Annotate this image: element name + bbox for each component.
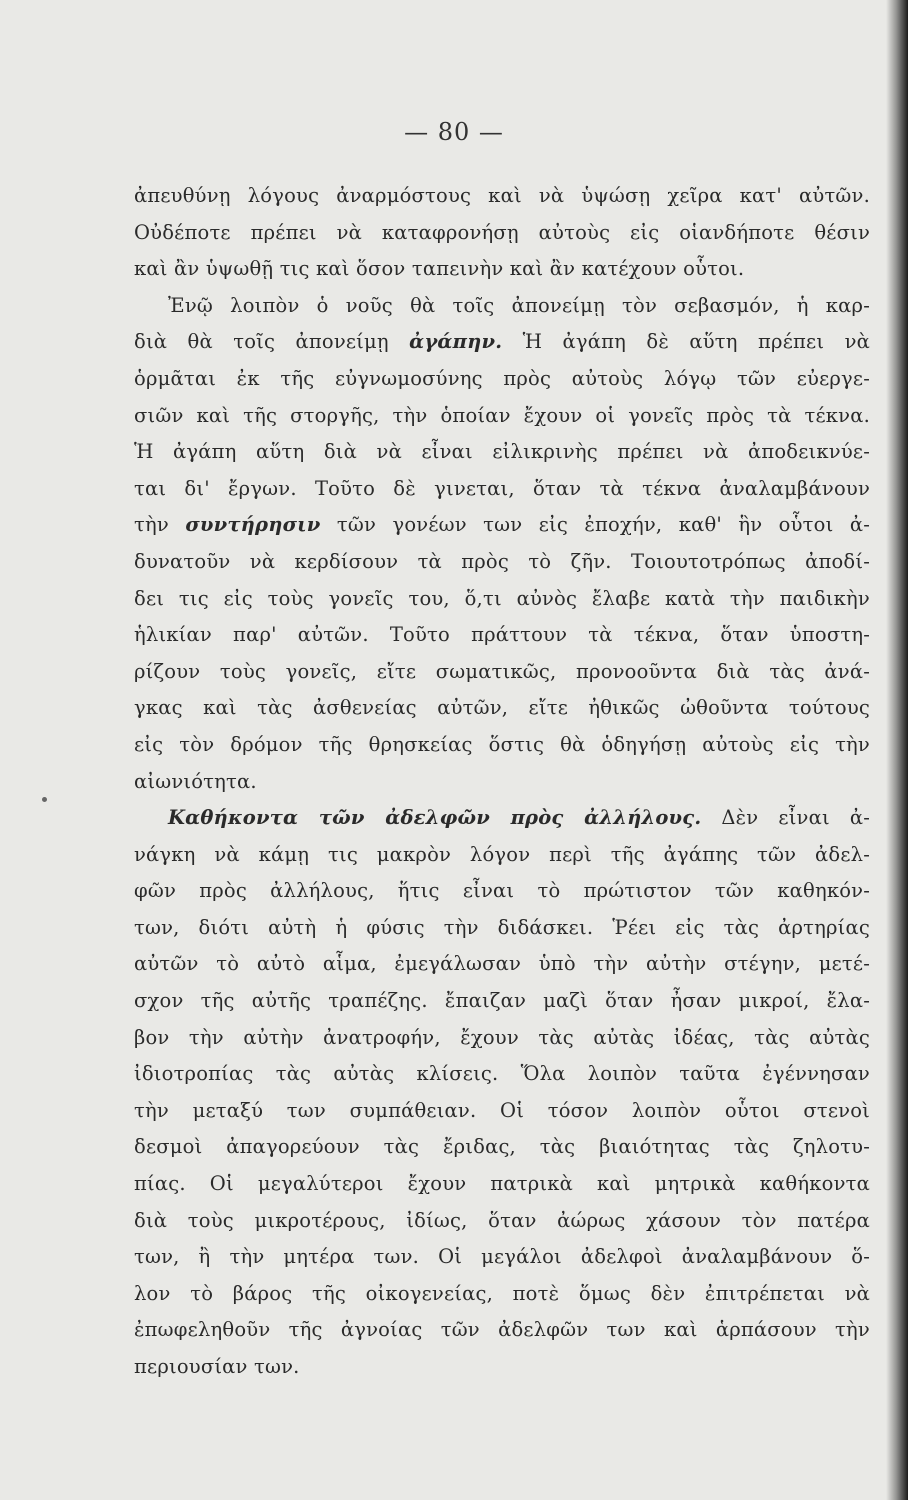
- text-line: [134, 1203, 870, 1240]
- text-line: [134, 617, 870, 654]
- text-run: τὴν: [134, 513, 186, 537]
- text-run: νάγκη νὰ κάμῃ τις μακρὸν λόγον περὶ τῆς ἀγάπης τῶν ἀδελ-: [134, 842, 870, 866]
- text-run: τὴν μεταξύ των συμπάθειαν. Οἱ τόσον λοιπὸν οὗτοι στενοὶ: [134, 1098, 870, 1122]
- text-line: [134, 1166, 870, 1203]
- text-run: αἰωνιότητα.: [134, 769, 257, 793]
- text-line: [134, 324, 870, 361]
- text-run: σιῶν καὶ τῆς στοργῆς, τὴν ὁποίαν ἔχουν οἱ γονεῖς πρὸς τὰ τέκνα.: [134, 403, 870, 427]
- text-line: [134, 288, 870, 325]
- text-line: [134, 507, 870, 544]
- text-run: ἐπωφεληθοῦν τῆς ἀγνοίας τῶν ἀδελφῶν των καὶ ἁρπάσουν τὴν: [134, 1318, 870, 1342]
- text-line: [134, 837, 870, 874]
- text-run: ρίζουν τοὺς γονεῖς, εἴτε σωματικῶς, προνοοῦντα διὰ τὰς ἀνά-: [134, 659, 870, 683]
- text-run: σχον τῆς αὐτῆς τραπέζης. ἔπαιζαν μαζὶ ὅταν ἦσαν μικροί, ἔλα-: [134, 989, 870, 1013]
- text-line: [134, 690, 870, 727]
- text-run: διὰ θὰ τοῖς ἀπονείμῃ: [134, 330, 410, 354]
- text-line: [134, 1276, 870, 1313]
- text-run: Ἡ ἀγάπη δὲ αὕτη πρέπει νὰ: [502, 330, 870, 354]
- text-run: Οὐδέποτε πρέπει νὰ καταφρονήσῃ αὐτοὺς εἰς οἱανδήποτε θέσιν: [134, 220, 870, 244]
- text-run: ἰδιοτροπίας τὰς αὐτὰς κλίσεις. Ὅλα λοιπὸν ταῦτα ἐγέννησαν: [134, 1062, 870, 1086]
- text-run: ἡλικίαν παρ' αὐτῶν. Τοῦτο πράττουν τὰ τέκνα, ὅταν ὑποστη-: [134, 623, 870, 647]
- text-line: [134, 1349, 870, 1386]
- text-line: [134, 764, 870, 801]
- text-run: περιουσίαν των.: [134, 1355, 300, 1378]
- text-run: δυνατοῦν νὰ κερδίσουν τὰ πρὸς τὸ ζῆν. Τοιουτοτρόπως ἀποδί-: [134, 549, 870, 573]
- text-line: [134, 800, 870, 837]
- text-line: [134, 361, 870, 398]
- text-run: τῶν γονέων των εἰς ἐποχήν, καθ' ἣν οὗτοι ἀ-: [320, 513, 870, 537]
- text-line: [134, 1129, 870, 1166]
- text-line: [134, 178, 870, 215]
- text-line: [134, 471, 870, 508]
- text-run: βον τὴν αὐτὴν ἀνατροφήν, ἔχουν τὰς αὐτὰς ἰδέας, τὰς αὐτὰς: [134, 1025, 870, 1049]
- text-line: [134, 910, 870, 947]
- text-run: φῶν πρὸς ἀλλήλους, ἥτις εἶναι τὸ πρώτιστον τῶν καθηκόν-: [134, 879, 870, 903]
- margin-mark: [42, 797, 47, 802]
- emphasized-text: συντήρησιν: [185, 513, 321, 537]
- text-line: [134, 727, 870, 764]
- text-run: λον τὸ βάρος τῆς οἰκογενείας, ποτὲ ὅμως δὲν ἐπιτρέπεται νὰ: [134, 1281, 870, 1305]
- text-line: [134, 398, 870, 435]
- text-run: πίας. Οἱ μεγαλύτεροι ἔχουν πατρικὰ καὶ μητρικὰ καθήκοντα: [134, 1172, 870, 1196]
- text-line: [134, 1093, 870, 1130]
- text-line: [134, 544, 870, 581]
- text-line: [134, 654, 870, 691]
- text-line: [134, 983, 870, 1020]
- text-line: [134, 1020, 870, 1057]
- text-line: [134, 434, 870, 471]
- page-number: — 80 —: [404, 118, 504, 146]
- body-text: [134, 178, 870, 1386]
- text-line: [134, 873, 870, 910]
- text-run: των, διότι αὐτὴ ἡ φύσις τὴν διδάσκει. Ῥέει εἰς τὰς ἀρτηρίας: [134, 915, 870, 939]
- text-line: [134, 581, 870, 618]
- text-run: δει τις εἰς τοὺς γονεῖς του, ὅ,τι αὐνὸς ἔλαβε κατὰ τὴν παιδικὴν: [134, 586, 870, 610]
- text-line: [134, 946, 870, 983]
- text-run: ται δι' ἔργων. Τοῦτο δὲ γινεται, ὅταν τὰ τέκνα ἀναλαμβάνουν: [134, 476, 870, 500]
- text-run: ὁρμᾶται ἐκ τῆς εὐγνωμοσύνης πρὸς αὐτοὺς λόγῳ τῶν εὐεργε-: [134, 366, 870, 390]
- emphasized-text: ἀγάπην.: [409, 330, 503, 354]
- text-run: δεσμοὶ ἀπαγορεύουν τὰς ἔριδας, τὰς βιαιότητας τὰς ζηλοτυ-: [134, 1135, 870, 1159]
- text-run: Ἐνῷ λοιπὸν ὁ νοῦς θὰ τοῖς ἀπονείμῃ τὸν σεβασμόν, ἡ καρ-: [168, 293, 870, 317]
- text-line: [134, 1056, 870, 1093]
- text-run: γκας καὶ τὰς ἀσθενείας αὐτῶν, εἴτε ἠθικῶς ὠθοῦντα τούτους: [134, 696, 870, 720]
- page-edge-shadow: [886, 0, 908, 1500]
- text-run: των, ἢ τὴν μητέρα των. Οἱ μεγάλοι ἀδελφοὶ ἀναλαμβάνουν ὅ-: [134, 1245, 870, 1269]
- text-run: καὶ ἂν ὑψωθῇ τις καὶ ὅσον ταπεινὴν καὶ ἂν κατέχουν οὗτοι.: [134, 257, 745, 281]
- text-run: Ἡ ἀγάπη αὕτη διὰ νὰ εἶναι εἰλικρινὴς πρέπει νὰ ἀποδεικνύε-: [134, 440, 870, 464]
- text-line: [134, 1239, 870, 1276]
- text-run: αὐτῶν τὸ αὐτὸ αἷμα, ἐμεγάλωσαν ὑπὸ τὴν αὐτὴν στέγην, μετέ-: [134, 952, 870, 976]
- text-line: [134, 1312, 870, 1349]
- emphasized-text: Καθήκοντα τῶν ἀδελφῶν πρὸς ἀλλήλους.: [168, 806, 702, 830]
- text-run: ἀπευθύνῃ λόγους ἀναρμόστους καὶ νὰ ὑψώσῃ χεῖρα κατ' αὐτῶν.: [134, 184, 870, 207]
- text-run: εἰς τὸν δρόμον τῆς θρησκείας ὅστις θὰ ὁδηγήσῃ αὐτοὺς εἰς τὴν: [134, 732, 870, 756]
- text-line: [134, 251, 870, 288]
- text-run: Δὲν εἶναι ἀ-: [701, 806, 870, 830]
- text-run: διὰ τοὺς μικροτέρους, ἰδίως, ὅταν ἀώρως χάσουν τὸν πατέρα: [134, 1208, 870, 1232]
- text-line: [134, 215, 870, 252]
